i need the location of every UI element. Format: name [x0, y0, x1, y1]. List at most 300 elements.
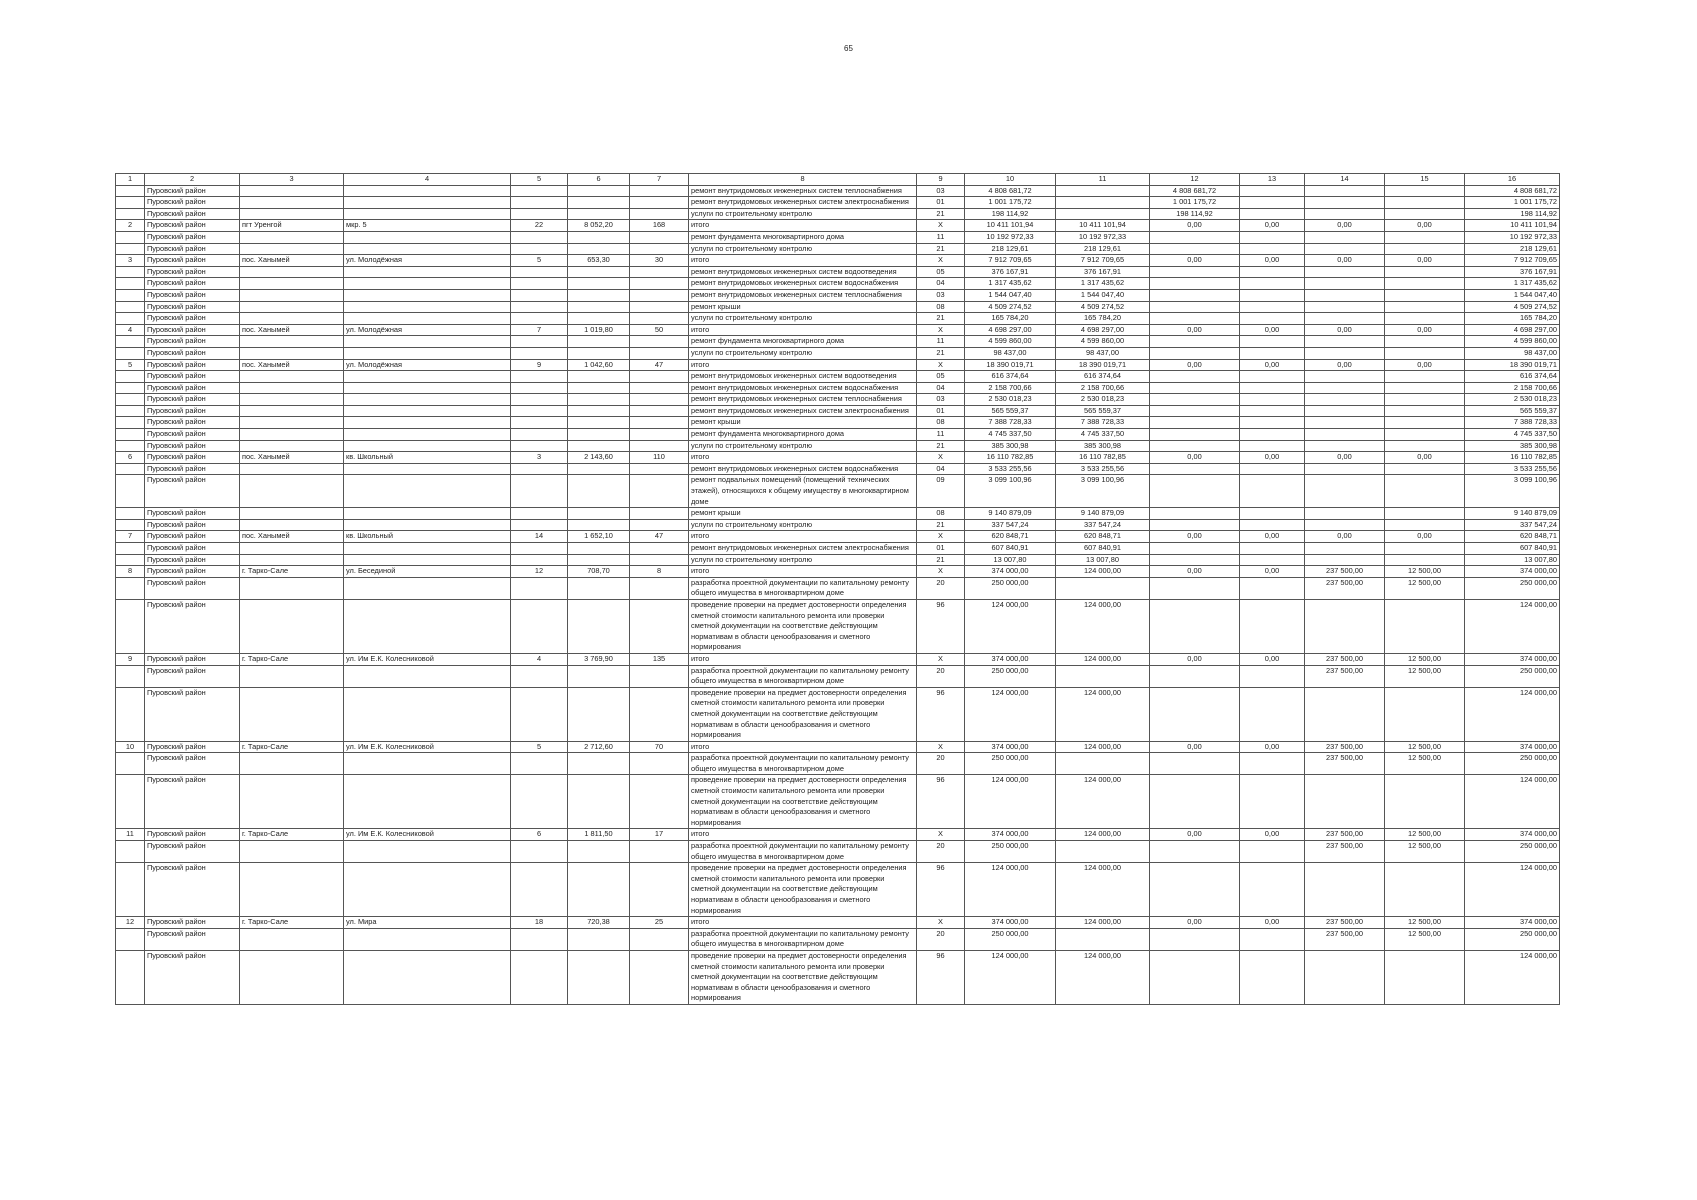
cell-cost-total: 374 000,00 — [1465, 829, 1560, 841]
cell-area — [568, 336, 630, 348]
cell-municipality: Пуровский район — [145, 336, 240, 348]
cell-other-funds — [1385, 394, 1465, 406]
cell-house-number — [511, 554, 568, 566]
cell-street: ул. Молодёжная — [344, 255, 511, 267]
cell-work-type: услуги по строительному контролю — [689, 519, 917, 531]
cell-area — [568, 417, 630, 429]
cell-settlement — [240, 301, 344, 313]
cell-cost-total: 4 745 337,50 — [1465, 429, 1560, 441]
cell-row-number — [116, 665, 145, 687]
cell-other-funds — [1385, 687, 1465, 741]
cell-municipality: Пуровский район — [145, 753, 240, 775]
table-row — [116, 255, 1560, 267]
cell-municipality: Пуровский район — [145, 543, 240, 555]
cell-row-number — [116, 313, 145, 325]
cell-row-number — [116, 508, 145, 520]
cell-row-number: 6 — [116, 452, 145, 464]
cell-total-cost: 337 547,24 — [965, 519, 1056, 531]
cell-budget-local: 0,00 — [1240, 255, 1305, 267]
cell-budget-region — [1150, 463, 1240, 475]
table-row — [116, 543, 1560, 555]
cell-other-funds — [1385, 371, 1465, 383]
cell-owners-funds — [1305, 313, 1385, 325]
cell-budget-local — [1240, 405, 1305, 417]
cell-budget-region: 1 001 175,72 — [1150, 197, 1240, 209]
cell-work-code: 20 — [917, 928, 965, 950]
cell-street — [344, 928, 511, 950]
cell-residents — [630, 429, 689, 441]
cell-row-number — [116, 519, 145, 531]
cell-area — [568, 463, 630, 475]
cell-settlement — [240, 429, 344, 441]
cell-cost-total: 385 300,98 — [1465, 440, 1560, 452]
cell-work-code: 08 — [917, 508, 965, 520]
cell-row-number — [116, 301, 145, 313]
cell-budget-region: 0,00 — [1150, 917, 1240, 929]
cell-fund-cost: 4 745 337,50 — [1056, 429, 1150, 441]
cell-budget-region: 0,00 — [1150, 359, 1240, 371]
cell-fund-cost: 2 158 700,66 — [1056, 382, 1150, 394]
cell-work-type: ремонт фундамента многоквартирного дома — [689, 429, 917, 441]
cell-budget-local — [1240, 543, 1305, 555]
cell-residents — [630, 543, 689, 555]
cell-residents — [630, 554, 689, 566]
cell-street — [344, 463, 511, 475]
cell-municipality: Пуровский район — [145, 243, 240, 255]
cell-total-cost: 124 000,00 — [965, 599, 1056, 653]
cell-cost-total: 198 114,92 — [1465, 208, 1560, 220]
cell-fund-cost: 124 000,00 — [1056, 829, 1150, 841]
cell-municipality: Пуровский район — [145, 577, 240, 599]
cell-total-cost: 4 509 274,52 — [965, 301, 1056, 313]
cell-cost-total: 250 000,00 — [1465, 577, 1560, 599]
cell-total-cost: 7 912 709,65 — [965, 255, 1056, 267]
cell-fund-cost: 337 547,24 — [1056, 519, 1150, 531]
cell-fund-cost: 385 300,98 — [1056, 440, 1150, 452]
cell-other-funds — [1385, 197, 1465, 209]
cell-fund-cost — [1056, 841, 1150, 863]
table-row — [116, 452, 1560, 464]
cell-municipality: Пуровский район — [145, 371, 240, 383]
cell-work-code: 96 — [917, 687, 965, 741]
cell-work-type: проведение проверки на предмет достоверности определения сметной стоимости капитального ремонта или проверки сметной документации на соответствие действующим нормативам в области ценообразования и сметного нормирования — [689, 863, 917, 917]
cell-fund-cost: 2 530 018,23 — [1056, 394, 1150, 406]
cell-work-type: услуги по строительному контролю — [689, 554, 917, 566]
cell-owners-funds — [1305, 301, 1385, 313]
cell-street — [344, 289, 511, 301]
cell-area: 1 652,10 — [568, 531, 630, 543]
cell-cost-total: 4 698 297,00 — [1465, 324, 1560, 336]
cell-budget-region — [1150, 382, 1240, 394]
cell-residents — [630, 313, 689, 325]
cell-budget-region — [1150, 863, 1240, 917]
cell-other-funds — [1385, 519, 1465, 531]
cell-budget-local — [1240, 243, 1305, 255]
table-row — [116, 324, 1560, 336]
cell-other-funds — [1385, 863, 1465, 917]
cell-fund-cost — [1056, 197, 1150, 209]
cell-fund-cost: 607 840,91 — [1056, 543, 1150, 555]
cell-row-number — [116, 405, 145, 417]
cell-area — [568, 208, 630, 220]
cell-municipality: Пуровский район — [145, 324, 240, 336]
cell-row-number: 11 — [116, 829, 145, 841]
cell-area — [568, 197, 630, 209]
cell-other-funds — [1385, 440, 1465, 452]
cell-total-cost: 4 599 860,00 — [965, 336, 1056, 348]
cell-cost-total: 124 000,00 — [1465, 950, 1560, 1004]
cell-municipality: Пуровский район — [145, 405, 240, 417]
cell-fund-cost: 1 317 435,62 — [1056, 278, 1150, 290]
cell-street — [344, 417, 511, 429]
cell-budget-region — [1150, 243, 1240, 255]
cell-work-type: итого — [689, 829, 917, 841]
cell-fund-cost: 124 000,00 — [1056, 566, 1150, 578]
table-row — [116, 243, 1560, 255]
cell-total-cost: 250 000,00 — [965, 577, 1056, 599]
cell-owners-funds — [1305, 405, 1385, 417]
cell-street — [344, 429, 511, 441]
cell-row-number — [116, 463, 145, 475]
cell-house-number — [511, 753, 568, 775]
cell-settlement: пос. Ханымей — [240, 324, 344, 336]
cell-street — [344, 382, 511, 394]
page-number: 65 — [844, 44, 853, 53]
cell-cost-total: 16 110 782,85 — [1465, 452, 1560, 464]
cell-street — [344, 863, 511, 917]
cell-other-funds — [1385, 231, 1465, 243]
table-row — [116, 313, 1560, 325]
cell-owners-funds — [1305, 197, 1385, 209]
cell-municipality: Пуровский район — [145, 599, 240, 653]
cell-municipality: Пуровский район — [145, 313, 240, 325]
cell-fund-cost: 124 000,00 — [1056, 950, 1150, 1004]
cell-house-number — [511, 394, 568, 406]
cell-budget-local — [1240, 440, 1305, 452]
cell-cost-total: 607 840,91 — [1465, 543, 1560, 555]
cell-municipality: Пуровский район — [145, 687, 240, 741]
cell-work-code: X — [917, 531, 965, 543]
cell-total-cost: 616 374,64 — [965, 371, 1056, 383]
cell-residents: 30 — [630, 255, 689, 267]
cell-residents — [630, 599, 689, 653]
cell-other-funds — [1385, 301, 1465, 313]
cell-owners-funds: 0,00 — [1305, 220, 1385, 232]
cell-budget-local — [1240, 554, 1305, 566]
cell-cost-total: 337 547,24 — [1465, 519, 1560, 531]
cell-owners-funds: 237 500,00 — [1305, 753, 1385, 775]
cell-work-type: услуги по строительному контролю — [689, 243, 917, 255]
cell-other-funds — [1385, 463, 1465, 475]
cell-budget-region — [1150, 301, 1240, 313]
cell-fund-cost: 4 599 860,00 — [1056, 336, 1150, 348]
cell-street — [344, 665, 511, 687]
cell-cost-total: 4 808 681,72 — [1465, 185, 1560, 197]
cell-work-type: ремонт крыши — [689, 301, 917, 313]
cell-street — [344, 577, 511, 599]
cell-municipality: Пуровский район — [145, 266, 240, 278]
cell-row-number — [116, 440, 145, 452]
cell-cost-total: 4 509 274,52 — [1465, 301, 1560, 313]
table-row — [116, 665, 1560, 687]
cell-house-number — [511, 371, 568, 383]
cell-budget-local — [1240, 301, 1305, 313]
cell-work-code: 09 — [917, 475, 965, 508]
cell-fund-cost: 10 411 101,94 — [1056, 220, 1150, 232]
cell-budget-local: 13 — [1240, 174, 1305, 186]
cell-work-type: итого — [689, 653, 917, 665]
cell-municipality: Пуровский район — [145, 775, 240, 829]
cell-municipality: 2 — [145, 174, 240, 186]
cell-budget-region: 198 114,92 — [1150, 208, 1240, 220]
cell-work-code: 21 — [917, 347, 965, 359]
cell-total-cost: 565 559,37 — [965, 405, 1056, 417]
cell-settlement — [240, 687, 344, 741]
cell-municipality: Пуровский район — [145, 519, 240, 531]
cell-house-number: 7 — [511, 324, 568, 336]
cell-row-number: 10 — [116, 741, 145, 753]
cell-other-funds: 12 500,00 — [1385, 753, 1465, 775]
cell-cost-total: 124 000,00 — [1465, 775, 1560, 829]
cell-house-number — [511, 231, 568, 243]
table-row — [116, 531, 1560, 543]
cell-budget-local — [1240, 382, 1305, 394]
cell-total-cost: 218 129,61 — [965, 243, 1056, 255]
cell-house-number — [511, 347, 568, 359]
cell-settlement: пос. Ханымей — [240, 359, 344, 371]
cell-budget-region — [1150, 417, 1240, 429]
cell-work-type: итого — [689, 220, 917, 232]
cell-street — [344, 475, 511, 508]
cell-house-number — [511, 336, 568, 348]
cell-work-type: ремонт крыши — [689, 417, 917, 429]
cell-residents — [630, 208, 689, 220]
cell-total-cost: 376 167,91 — [965, 266, 1056, 278]
cell-budget-region: 0,00 — [1150, 324, 1240, 336]
table-row — [116, 599, 1560, 653]
cell-owners-funds — [1305, 429, 1385, 441]
cell-residents — [630, 775, 689, 829]
cell-work-code: 20 — [917, 665, 965, 687]
cell-residents: 168 — [630, 220, 689, 232]
cell-fund-cost: 4 509 274,52 — [1056, 301, 1150, 313]
cell-total-cost: 374 000,00 — [965, 566, 1056, 578]
cell-budget-local — [1240, 463, 1305, 475]
cell-budget-local — [1240, 508, 1305, 520]
cell-street: ул. Им Е.К. Колесниковой — [344, 741, 511, 753]
cell-budget-local: 0,00 — [1240, 324, 1305, 336]
cell-budget-local — [1240, 336, 1305, 348]
cell-row-number — [116, 197, 145, 209]
cell-settlement — [240, 313, 344, 325]
cell-owners-funds: 0,00 — [1305, 531, 1385, 543]
cell-other-funds: 12 500,00 — [1385, 841, 1465, 863]
cell-cost-total: 9 140 879,09 — [1465, 508, 1560, 520]
cell-budget-local — [1240, 208, 1305, 220]
cell-street: 4 — [344, 174, 511, 186]
cell-municipality: Пуровский район — [145, 347, 240, 359]
cell-street — [344, 371, 511, 383]
cell-budget-region — [1150, 554, 1240, 566]
cell-fund-cost: 620 848,71 — [1056, 531, 1150, 543]
table-row — [116, 301, 1560, 313]
cell-municipality: Пуровский район — [145, 508, 240, 520]
cell-residents — [630, 417, 689, 429]
cell-total-cost: 250 000,00 — [965, 841, 1056, 863]
cell-budget-region — [1150, 475, 1240, 508]
cell-budget-local — [1240, 185, 1305, 197]
cell-settlement — [240, 543, 344, 555]
cell-owners-funds: 237 500,00 — [1305, 653, 1385, 665]
cell-settlement — [240, 841, 344, 863]
cell-budget-region: 4 808 681,72 — [1150, 185, 1240, 197]
cell-area — [568, 405, 630, 417]
cell-other-funds: 0,00 — [1385, 452, 1465, 464]
cell-budget-local: 0,00 — [1240, 531, 1305, 543]
cell-row-number — [116, 928, 145, 950]
cell-street: ул. Мира — [344, 917, 511, 929]
cell-settlement — [240, 266, 344, 278]
cell-area — [568, 508, 630, 520]
cell-cost-total: 3 099 100,96 — [1465, 475, 1560, 508]
cell-work-code: 21 — [917, 313, 965, 325]
cell-fund-cost — [1056, 208, 1150, 220]
cell-settlement: пос. Ханымей — [240, 452, 344, 464]
cell-budget-local — [1240, 394, 1305, 406]
cell-area: 2 143,60 — [568, 452, 630, 464]
cell-area: 1 042,60 — [568, 359, 630, 371]
cell-work-type: итого — [689, 741, 917, 753]
cell-municipality: Пуровский район — [145, 197, 240, 209]
cell-residents — [630, 687, 689, 741]
cell-budget-local — [1240, 599, 1305, 653]
cell-house-number — [511, 197, 568, 209]
cell-cost-total: 7 912 709,65 — [1465, 255, 1560, 267]
cell-area — [568, 519, 630, 531]
cell-total-cost: 2 158 700,66 — [965, 382, 1056, 394]
cell-municipality: Пуровский район — [145, 452, 240, 464]
cell-total-cost: 1 544 047,40 — [965, 289, 1056, 301]
cell-budget-local: 0,00 — [1240, 566, 1305, 578]
cell-owners-funds: 14 — [1305, 174, 1385, 186]
cell-owners-funds — [1305, 775, 1385, 829]
cell-owners-funds — [1305, 950, 1385, 1004]
cell-settlement — [240, 336, 344, 348]
cell-municipality: Пуровский район — [145, 255, 240, 267]
cell-settlement: г. Тарко-Сале — [240, 566, 344, 578]
cell-other-funds — [1385, 475, 1465, 508]
cell-other-funds: 12 500,00 — [1385, 665, 1465, 687]
cell-work-type: разработка проектной документации по капитальному ремонту общего имущества в многоквартирном доме — [689, 577, 917, 599]
cell-fund-cost: 565 559,37 — [1056, 405, 1150, 417]
cell-work-code: 01 — [917, 405, 965, 417]
cell-fund-cost: 1 544 047,40 — [1056, 289, 1150, 301]
cell-other-funds — [1385, 313, 1465, 325]
cell-work-code: 01 — [917, 197, 965, 209]
cell-street — [344, 508, 511, 520]
cell-street — [344, 687, 511, 741]
cell-total-cost: 374 000,00 — [965, 741, 1056, 753]
cell-work-code: X — [917, 829, 965, 841]
cell-house-number: 5 — [511, 741, 568, 753]
cell-cost-total: 124 000,00 — [1465, 863, 1560, 917]
table-row — [116, 950, 1560, 1004]
cell-work-code: X — [917, 653, 965, 665]
cell-work-code: X — [917, 359, 965, 371]
cell-house-number: 6 — [511, 829, 568, 841]
cell-row-number — [116, 577, 145, 599]
cell-row-number — [116, 289, 145, 301]
cell-budget-region — [1150, 950, 1240, 1004]
cell-budget-local — [1240, 313, 1305, 325]
cell-settlement — [240, 208, 344, 220]
cell-settlement — [240, 289, 344, 301]
table-row — [116, 863, 1560, 917]
cell-work-code: 11 — [917, 429, 965, 441]
cell-budget-local — [1240, 665, 1305, 687]
cell-owners-funds — [1305, 347, 1385, 359]
cell-fund-cost: 124 000,00 — [1056, 741, 1150, 753]
cell-fund-cost: 7 912 709,65 — [1056, 255, 1150, 267]
cell-area: 720,38 — [568, 917, 630, 929]
cell-other-funds — [1385, 599, 1465, 653]
cell-owners-funds: 237 500,00 — [1305, 741, 1385, 753]
cell-total-cost: 16 110 782,85 — [965, 452, 1056, 464]
cell-house-number — [511, 508, 568, 520]
cell-other-funds: 12 500,00 — [1385, 653, 1465, 665]
cell-row-number — [116, 394, 145, 406]
cell-budget-local — [1240, 928, 1305, 950]
cell-row-number: 5 — [116, 359, 145, 371]
cell-fund-cost: 124 000,00 — [1056, 599, 1150, 653]
cell-work-code: 21 — [917, 440, 965, 452]
cell-settlement — [240, 463, 344, 475]
cell-work-code: 9 — [917, 174, 965, 186]
cell-owners-funds — [1305, 440, 1385, 452]
cell-municipality: Пуровский район — [145, 440, 240, 452]
table-row — [116, 394, 1560, 406]
cell-budget-local — [1240, 577, 1305, 599]
table-row — [116, 371, 1560, 383]
cell-owners-funds: 237 500,00 — [1305, 829, 1385, 841]
cell-area — [568, 775, 630, 829]
cell-house-number — [511, 382, 568, 394]
cell-house-number: 14 — [511, 531, 568, 543]
cell-budget-region — [1150, 313, 1240, 325]
cell-residents: 47 — [630, 531, 689, 543]
cell-work-code: 20 — [917, 753, 965, 775]
cell-row-number — [116, 753, 145, 775]
cell-other-funds — [1385, 266, 1465, 278]
cell-settlement — [240, 347, 344, 359]
cell-owners-funds — [1305, 554, 1385, 566]
cell-fund-cost — [1056, 185, 1150, 197]
cell-municipality: Пуровский район — [145, 531, 240, 543]
cell-municipality: Пуровский район — [145, 185, 240, 197]
cell-settlement — [240, 554, 344, 566]
cell-house-number — [511, 687, 568, 741]
cell-budget-region — [1150, 231, 1240, 243]
cell-street — [344, 599, 511, 653]
cell-other-funds — [1385, 278, 1465, 290]
cell-work-code: 01 — [917, 543, 965, 555]
cell-budget-local — [1240, 371, 1305, 383]
cell-residents: 110 — [630, 452, 689, 464]
cell-budget-region — [1150, 289, 1240, 301]
cell-row-number — [116, 243, 145, 255]
cell-cost-total: 250 000,00 — [1465, 928, 1560, 950]
cell-cost-total: 218 129,61 — [1465, 243, 1560, 255]
